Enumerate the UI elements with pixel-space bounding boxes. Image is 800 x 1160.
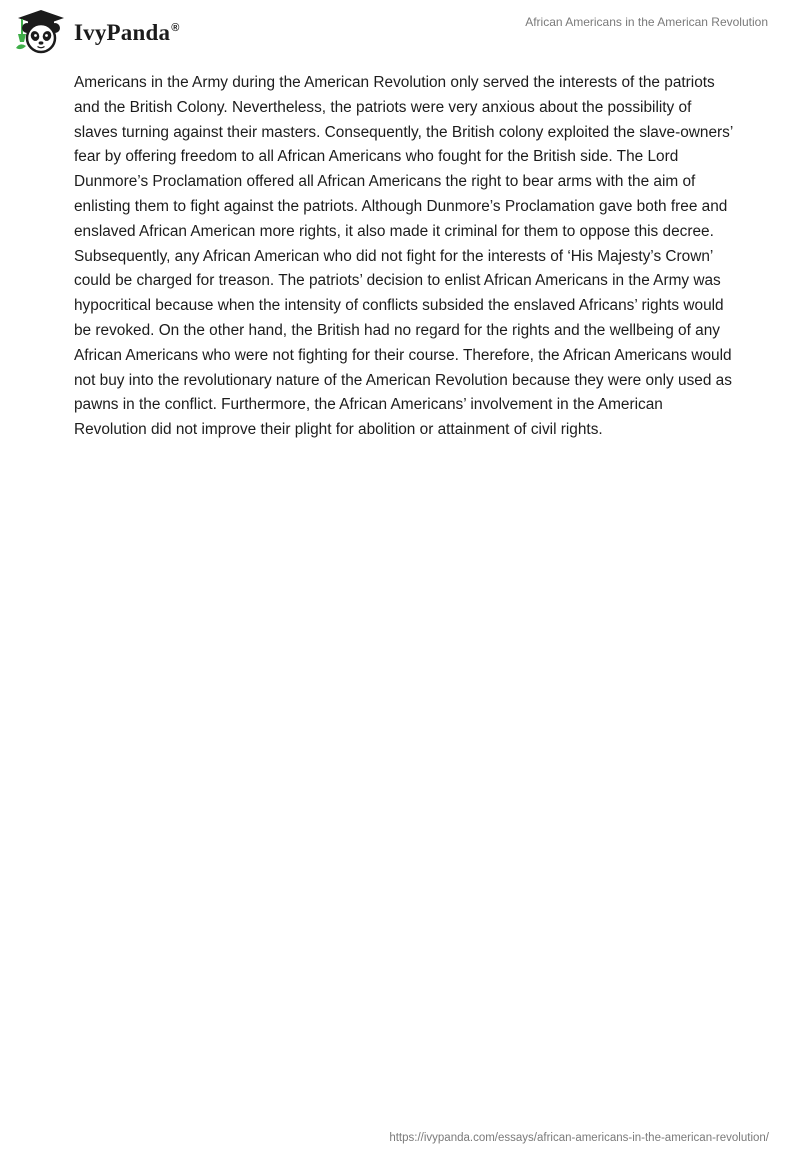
panda-graduation-cap-icon xyxy=(14,8,68,54)
source-url[interactable]: https://ivypanda.com/essays/african-americans-in-the-american-revolution/ xyxy=(389,1132,769,1144)
brand-name: IvyPanda® xyxy=(74,20,180,45)
document-title: African Americans in the American Revolution xyxy=(525,15,768,29)
essay-paragraph: Americans in the Army during the American Revolution only served the interests of the patriots and the British Colony. Nevertheless, the patriots were very anxious about the possibility of slaves turning against their masters. Consequently, the British colony exploited the slave-owners’ fear by offering freedom to all African Americans who fought for the British side. The Lord Dunmore’s Proclamation offered all African Americans the right to bear arms with the aim of enlisting them to fight against the patriots. Although Dunmore’s Proclamation gave both free and enslaved African American more rights, it also made it criminal for them to oppose this decree. Subsequently, any African American who did not fight for the interests of ‘His Majesty’s Crown’ could be charged for treason. The patriots’ decision to enlist African Americans in the Army was hypocritical because when the intensity of conflicts subsided the enslaved Africans’ rights would be revoked. On the other hand, the British had no regard for the rights and the wellbeing of any African Americans who were not fighting for their course. Therefore, the African Americans would not buy into the revolutionary nature of the American Revolution because they were only used as pawns in the conflict. Furthermore, the African Americans’ involvement in the American Revolution did not improve their plight for abolition or attainment of civil rights. xyxy=(74,74,733,439)
ivypanda-logo[interactable] xyxy=(14,8,180,54)
registered-mark: ® xyxy=(171,22,180,35)
page-header xyxy=(0,0,800,60)
essay-body xyxy=(74,71,734,443)
